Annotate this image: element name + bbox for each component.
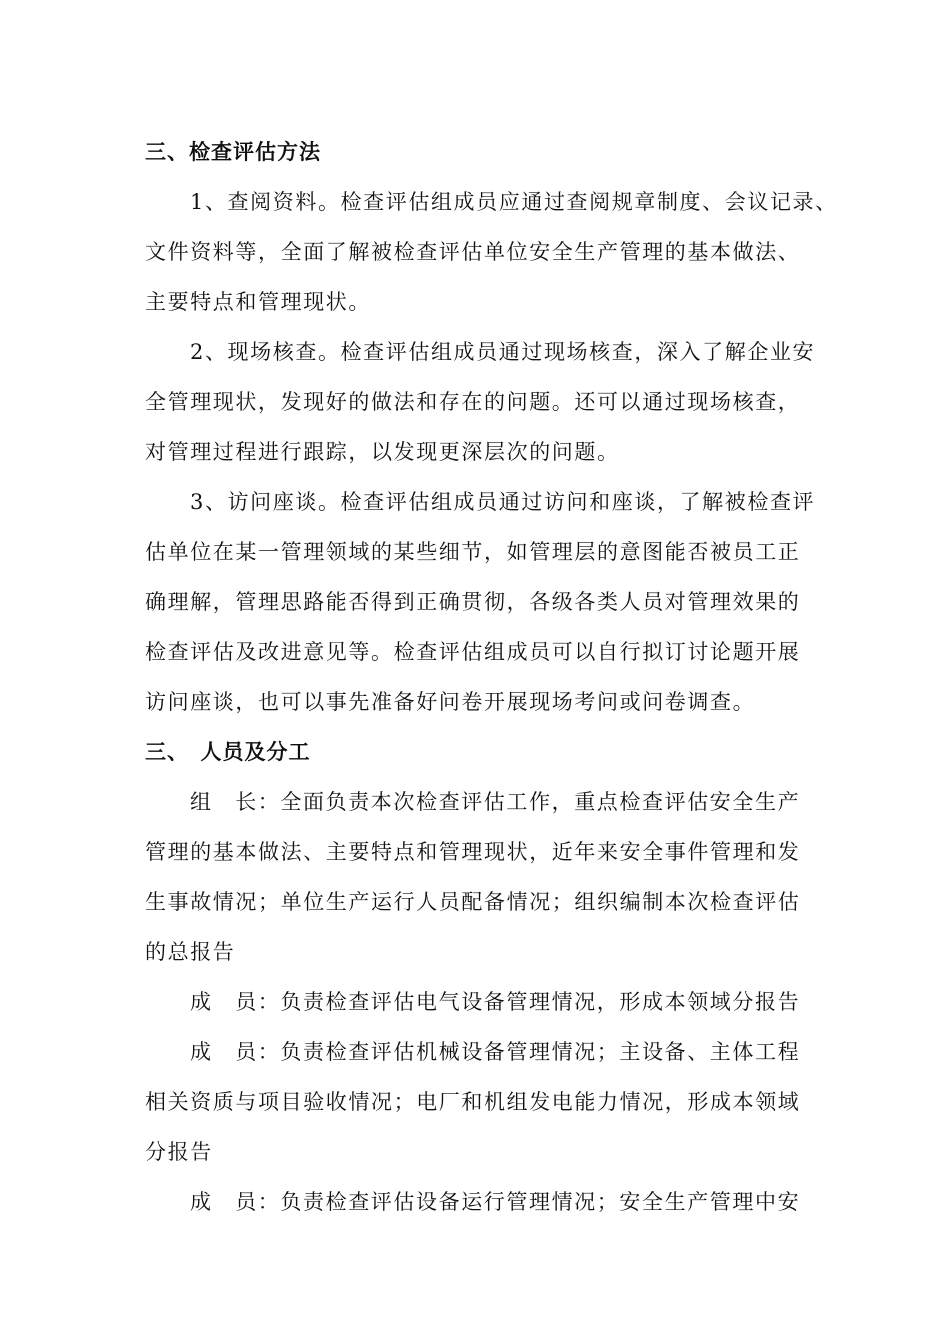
paragraph-line: 检查评估及改进意见等。检查评估组成员可以自行拟订讨论题开展	[145, 640, 801, 664]
paragraph-line: 的总报告	[145, 940, 236, 964]
paragraph-line: 访问座谈，也可以事先准备好问卷开展现场考问或问卷调查。	[145, 690, 756, 714]
paragraph-line: 组 长：全面负责本次检查评估工作，重点检查评估安全生产	[190, 790, 801, 814]
paragraph-line: 相关资质与项目验收情况；电厂和机组发电能力情况，形成本领域	[145, 1090, 801, 1114]
paragraph-line: 1、查阅资料。检查评估组成员应通过查阅规章制度、会议记录、	[190, 190, 838, 214]
section-heading-personnel: 三、 人员及分工	[145, 740, 311, 764]
paragraph-line: 成 员：负责检查评估机械设备管理情况；主设备、主体工程	[190, 1040, 801, 1064]
paragraph-line: 确理解，管理思路能否得到正确贯彻，各级各类人员对管理效果的	[145, 590, 801, 614]
paragraph-line: 估单位在某一管理领域的某些细节，如管理层的意图能否被员工正	[145, 540, 801, 564]
paragraph-line: 生事故情况；单位生产运行人员配备情况；组织编制本次检查评估	[145, 890, 801, 914]
paragraph-line: 成 员：负责检查评估电气设备管理情况，形成本领域分报告	[190, 990, 801, 1014]
paragraph-line: 文件资料等，全面了解被检查评估单位安全生产管理的基本做法、	[145, 240, 801, 264]
paragraph-line: 主要特点和管理现状。	[145, 290, 371, 314]
paragraph-line: 全管理现状，发现好的做法和存在的问题。还可以通过现场核查，	[145, 390, 801, 414]
paragraph-line: 2、现场核查。检查评估组成员通过现场核查，深入了解企业安	[190, 340, 816, 364]
paragraph-line: 3、访问座谈。检查评估组成员通过访问和座谈，了解被检查评	[190, 490, 816, 514]
paragraph-line: 管理的基本做法、主要特点和管理现状，近年来安全事件管理和发	[145, 840, 801, 864]
paragraph-line: 成 员：负责检查评估设备运行管理情况；安全生产管理中安	[190, 1190, 801, 1214]
paragraph-line: 分报告	[145, 1140, 213, 1164]
section-heading-methods: 三、检查评估方法	[145, 140, 321, 164]
paragraph-line: 对管理过程进行跟踪，以发现更深层次的问题。	[145, 440, 620, 464]
